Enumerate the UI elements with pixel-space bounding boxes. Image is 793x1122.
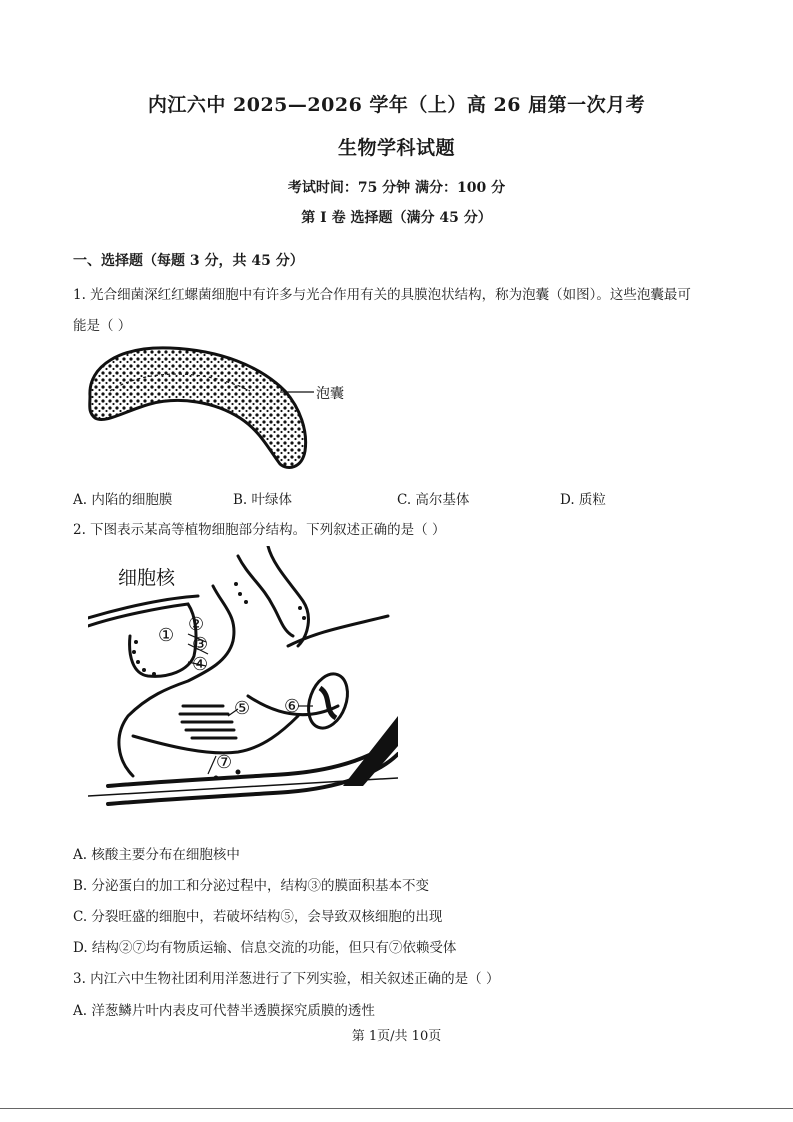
q3-text: 3. 内江六中生物社团利用洋葱进行了下列实验，相关叙述正确的是（ ） (73, 971, 500, 987)
q2-label-3: ③ (192, 634, 209, 655)
q3-option-a: A. 洋葱鳞片叶内表皮可代替半透膜探究质膜的透性 (73, 1003, 375, 1019)
q2-option-b: B. 分泌蛋白的加工和分泌过程中，结构③的膜面积基本不变 (73, 878, 430, 894)
page-number: 第 1页/共 10页 (351, 1029, 442, 1044)
q2-label-7: ⑦ (216, 752, 233, 773)
footer-divider (0, 1108, 793, 1109)
q1-text-line1: 1. 光合细菌深红红螺菌细胞中有许多与光合作用有关的具膜泡状结构，称为泡囊（如图）。这些泡囊最可 (73, 287, 691, 303)
q1-option-b: B. 叶绿体 (233, 492, 293, 508)
exam-subtitle: 生物学科试题 (337, 137, 455, 159)
q2-option-d: D. 结构②⑦均有物质运输、信息交流的功能，但只有⑦依赖受体 (73, 940, 457, 956)
q1-option-a: A. 内陷的细胞膜 (73, 492, 173, 508)
q1-text-line2: 能是（ ） (73, 318, 132, 334)
q2-label-5: ⑤ (234, 698, 251, 719)
section-heading: 一、选择题（每题 3 分，共 45 分） (73, 253, 304, 269)
q2-label-1: ① (158, 625, 175, 646)
q2-option-a: A. 核酸主要分布在细胞核中 (73, 847, 240, 863)
q2-option-c: C. 分裂旺盛的细胞中，若破坏结构⑤，会导致双核细胞的出现 (73, 909, 443, 925)
q1-option-c: C. 高尔基体 (397, 492, 470, 508)
exam-info: 考试时间：75 分钟 满分：100 分 (287, 180, 506, 196)
q1-option-d: D. 质粒 (560, 492, 606, 508)
q2-label-4: ④ (192, 654, 209, 675)
exam-title: 内江六中 2025—2026 学年（上）高 26 届第一次月考 (147, 94, 646, 116)
q2-text: 2. 下图表示某高等植物细胞部分结构。下列叙述正确的是（ ） (73, 522, 446, 538)
q1-figure-label: 泡囊 (316, 386, 344, 402)
q2-cell-diagram (88, 546, 398, 826)
q1-bacterium-figure (80, 336, 370, 476)
q2-label-2: ② (188, 614, 205, 635)
q2-label-6: ⑥ (284, 696, 301, 717)
q2-label-nucleus: 细胞核 (118, 567, 176, 589)
volume-heading: 第 I 卷 选择题（满分 45 分） (301, 210, 492, 226)
